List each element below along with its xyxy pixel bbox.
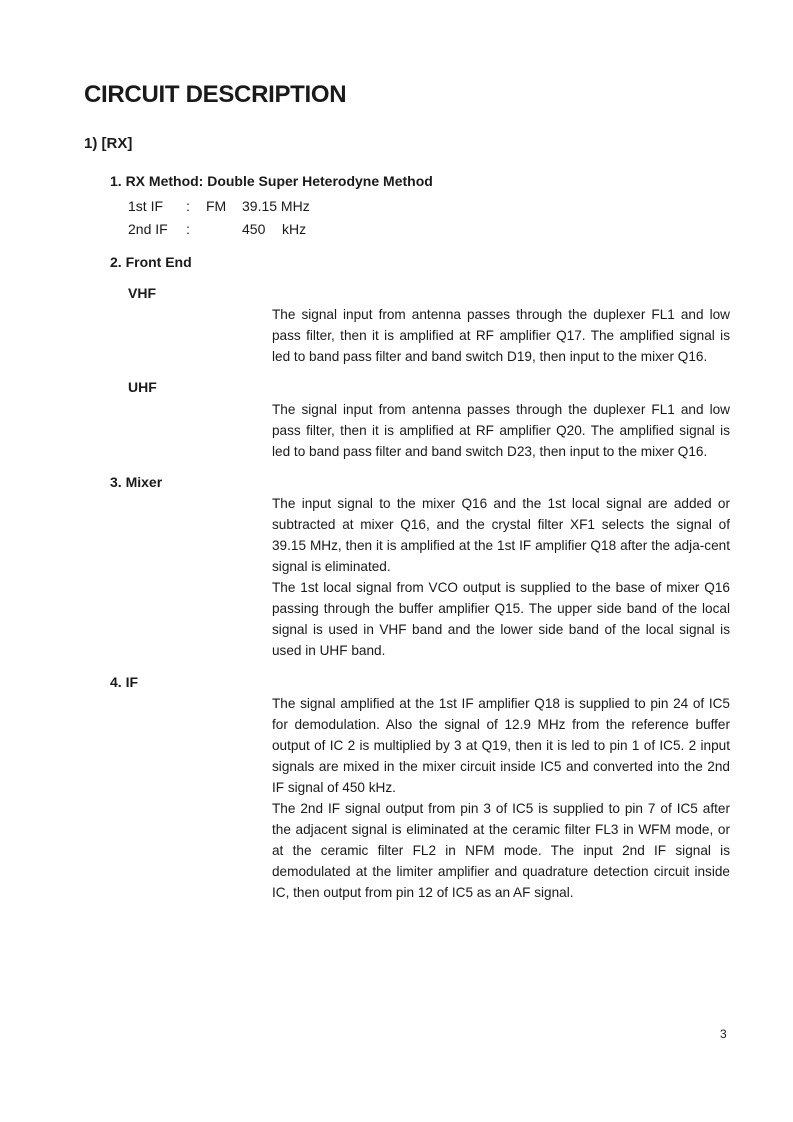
second-if-label: 2nd IF [128,221,168,237]
uhf-label: UHF [128,379,157,395]
section-heading-rx: 1) [RX] [84,135,133,152]
if-paragraph-1: The signal amplified at the 1st IF amplifier Q18 is supplied to pin 24 of IC5 for demodulation. Also the signal of 12.9 MHz from the reference buffer output of IC 2 is multiplied by 3 at Q19, then it is led to pin 1 of IC5. 2 input signals are mixed in the mixer circuit inside IC5 and converted into the 2nd IF signal of 450 kHz. [272,696,730,795]
vhf-paragraph: The signal input from antenna passes through the duplexer FL1 and low pass filter, then it is amplified at RF amplifier Q17. The amplified signal is led to band pass filter and band switch D19, then input to the mixer Q16. [272,307,730,364]
mixer-heading: 3. Mixer [110,474,163,490]
vhf-label: VHF [128,285,156,301]
second-if-unit: kHz [282,221,307,237]
first-if-mode: FM [206,198,227,214]
first-if-value: 39.15 MHz [242,198,310,214]
if-heading: 4. IF [110,674,139,690]
uhf-description [272,399,730,462]
first-if-label: 1st IF [128,198,164,214]
rx-method-heading: 1. RX Method: Double Super Heterodyne Method [110,173,433,189]
front-end-heading: 2. Front End [110,254,192,270]
page-number: 3 [720,1027,727,1041]
if-paragraph-2: The 2nd IF signal output from pin 3 of IC5 is supplied to pin 7 of IC5 after the adjacent signal is eliminated at the ceramic filter FL3 in WFM mode, or at the ceramic filter FL2 in NFM mode. The input 2nd IF signal is demodulated at the limiter amplifier and quadrature detection circuit inside IC, then output from pin 12 of IC5 as an AF signal. [272,801,730,900]
uhf-paragraph: The signal input from antenna passes through the duplexer FL1 and low pass filter, then it is amplified at RF amplifier Q20. The amplified signal is led to band pass filter and band switch D23, then input to the mixer Q16. [272,402,730,459]
mixer-paragraph-2: The 1st local signal from VCO output is supplied to the base of mixer Q16 passing through the buffer amplifier Q15. The upper side band of the local signal is used in VHF band and the lower side band of the local signal is used in UHF band. [272,580,730,658]
second-if-value: 450 [242,221,266,237]
mixer-paragraph-1: The input signal to the mixer Q16 and the 1st local signal are added or subtracted at mixer Q16, and the crystal filter XF1 selects the signal of 39.15 MHz, then it is amplified at the 1st IF amplifier Q18 after the adja-cent signal is eliminated. [272,496,730,574]
if-description [272,693,730,903]
page-title: CIRCUIT DESCRIPTION [84,81,347,108]
first-if-separator: : [186,198,190,214]
vhf-description [272,304,730,367]
mixer-description [272,493,730,661]
second-if-separator: : [186,221,190,237]
